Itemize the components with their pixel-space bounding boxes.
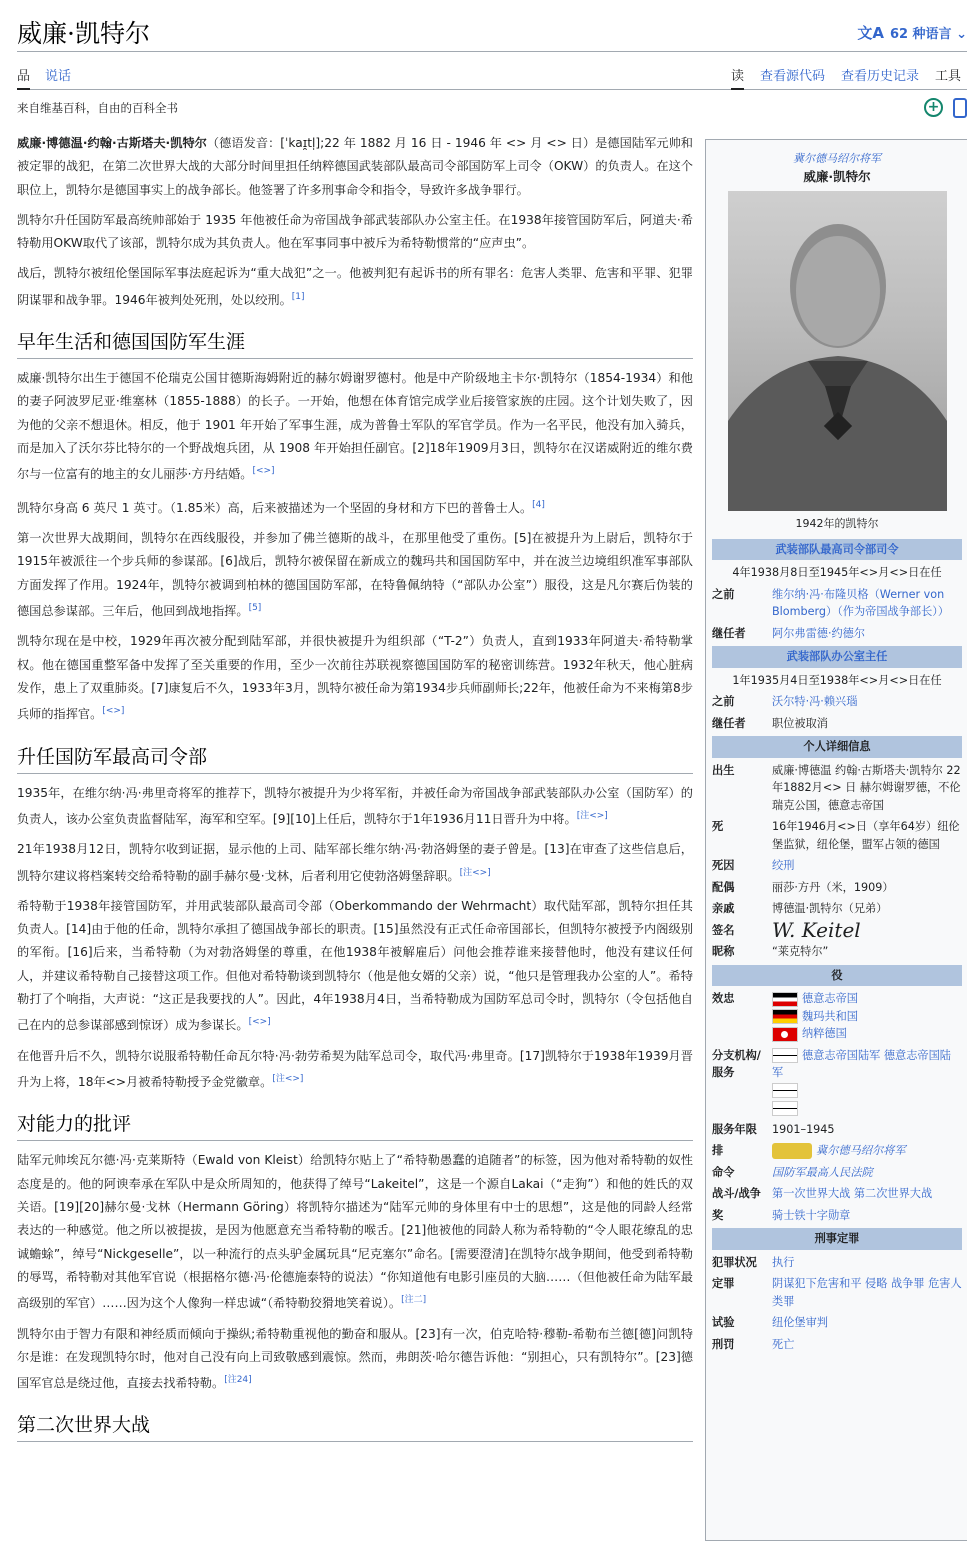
row-label: 战斗/战争 — [712, 1187, 761, 1200]
allegiance-link[interactable]: 德意志帝国 — [802, 992, 858, 1005]
portrait-image — [728, 191, 947, 511]
paragraph — [17, 838, 693, 888]
flag-icon — [772, 1048, 798, 1063]
penalty-row — [706, 1334, 967, 1356]
branch-link[interactable]: 德意志帝国陆军 德意志帝国陆军 — [772, 1048, 951, 1079]
born-row — [706, 760, 967, 817]
paragraph-text: 第一次世界大战期间，凯特尔在西线服役，并参加了佛兰德斯的战斗，在那里他受了重伤。[5]在被提升为上尉后，凯特尔于1915年被派往一个步兵师的参谋部。[6]战后，凯特尔被保留在新成立的魏玛共和国国防军中，并在波兰边境组织准军事部队方面发挥了作用。1924年，凯特尔被调到柏林的德国国防军部，在特鲁佩纳特（“部队办公室”）服役，这是凡尔赛后伪装的德国总参谋部。三年后，他回到战地指挥。 — [17, 531, 693, 618]
office-header-2[interactable]: 武装部队办公室主任 — [712, 646, 962, 668]
footnote-ref[interactable]: [注24] — [224, 1375, 252, 1386]
criminal-header: 刑事定罪 — [712, 1228, 962, 1250]
died-value: 16年1946月<>日（享年64岁）纽伦堡监狱，纽伦堡，盟军占领的德国 — [772, 820, 960, 851]
section-heading-early-life: 早年生活和德国国防军生涯 — [17, 328, 693, 359]
paragraph-text: 1935年，在维尔纳·冯·弗里奇将军的推荐下，凯特尔被提升为少将军衔，并被任命为帝国战争部武装部队办公室（国防军）的负责人，该办公室负责监督陆军，海军和空军。[9][10]上任后，凯特尔于1年1936月11日晋升为中将。 — [17, 785, 693, 826]
article-body — [17, 132, 693, 1450]
battles-row — [706, 1183, 967, 1205]
footnote-ref[interactable]: [1] — [291, 291, 305, 302]
row-label: 亲戚 — [712, 902, 735, 915]
trial-link[interactable]: 纽伦堡审判 — [772, 1316, 828, 1329]
site-sub: 来自维基百科，自由的百科全书 — [17, 101, 178, 115]
flag-icon — [772, 1083, 798, 1098]
office-term-2: 1年1935月4日至1938年<>月<>日在任 — [732, 673, 942, 687]
trial-row — [706, 1312, 967, 1334]
lead-text: 战后，凯特尔被纽伦堡国际军事法庭起诉为“重大战犯”之一。他被判犯有起诉书的所有罪名：危害人类罪、危害和平罪、犯罪阴谋罪和战争罪。1946年被判处死刑，处以绞刑。 — [17, 266, 693, 307]
row-label: 之前 — [712, 695, 735, 708]
row-label: 死 — [712, 820, 724, 833]
row-label: 昵称 — [712, 945, 735, 958]
spouse-row — [706, 877, 967, 899]
successor-row-2 — [706, 713, 967, 735]
row-label: 签名 — [712, 923, 735, 937]
page-title: 威廉·凯特尔 — [17, 19, 150, 48]
lead-text: （德语发音：[ˈkaɪ̯tl̩];22 年 1882 月 16 日 - 1946 年 <> 月 <> 日）是德国陆军元帅和被定罪的战犯，在第二次世界大战的大部分时间里担任纳粹德国武装部队最高司令部国防军上司令（OKW）的负责人。在这个职位上，凯特尔是德国事实上的战争部长。他签署了许多刑事命令和指令，导致许多战争罪行。 — [17, 136, 693, 197]
tab-view-history[interactable]: 查看历史记录 — [841, 69, 920, 84]
signature-image[interactable]: W. Keitel — [772, 917, 861, 942]
paragraph-text: 威廉·凯特尔出生于德国不伦瑞克公国甘德斯海姆附近的赫尔姆谢罗德村。他是中产阶级地主卡尔·凯特尔（1854-1934）和他的妻子阿波罗尼亚·维塞林（1855-1888）的长子。一开始，他想在体育馆完成学业后接管家族的庄园。这个计划失败了，因为他的父亲不想退休。相反，他于 1901 年开始了军事生涯，成为普鲁士军队的军官学员。作为一名平民，他没有加入骑兵，而是加入了沃尔芬比特尔的一个野战炮兵团，从 1908 年开始担任副官。[2]18年1909月3日，凯特尔在汉诺威附近的维尔费尔与一位富有的地主的女儿丽莎·方丹结婚。 — [17, 371, 693, 482]
command-link[interactable]: 国防军最高人民法院 — [772, 1165, 873, 1179]
footnote-ref[interactable]: [注二] — [401, 1295, 427, 1306]
office-term-1: 4年1938月8日至1945年<>月<>日在任 — [732, 566, 942, 579]
row-label: 之前 — [712, 587, 735, 601]
row-label: 刑罚 — [712, 1337, 735, 1351]
row-label: 试验 — [712, 1316, 735, 1329]
tab-read[interactable]: 读 — [731, 65, 744, 90]
tab-talk[interactable]: 说话 — [45, 69, 72, 84]
row-label: 出生 — [712, 763, 735, 777]
spouse-value: 丽莎·方丹（米，1909） — [772, 880, 894, 894]
paragraph — [17, 1323, 693, 1396]
relatives-row — [706, 898, 967, 920]
signature-row — [706, 917, 967, 942]
infobox-subtitle[interactable]: 冀尔德马绍尔将军 — [793, 152, 881, 165]
photo-caption: 1942年的凯特尔 — [795, 517, 879, 530]
paragraph-text: 陆军元帅埃瓦尔德·冯·克莱斯特（Ewald von Kleist）给凯特尔贴上了“希特勒愚蠢的追随者”的标签，因为他对希特勒的奴性态度是的。他的阿谀奉承在军队中是众所周知的，他获得了绰号“Lakeitel”，这是一个源自Lakai（“走狗”）和他的姓氏的双关语。[19][20]赫尔曼·戈林（Hermann Göring）将凯特尔描述为“陆军元帅的身体里有中士的思想”，这是他的同龄人经常表达的一种感觉。他之所以被提拔，是因为他愿意充当希特勒的喉舌。[21]他被他的同龄人称为希特勒的“令人眼花缭乱的忠诚蟾蜍”，绰号“Nickgeselle”，以一种流行的点头驴金属玩具“尼克塞尔”命名。[需要澄清]在凯特尔战争期间，他受到希特勒的辱骂，希特勒对其他军官说（根据格尔德·冯·伦德施泰特的说法）“你知道他有电影引座员的大脑……（但他被任命为陆军最高级别的军官）……因为这个人像狗一样忠诚“（希特勒狡猾地笑着说）。 — [17, 1153, 693, 1311]
page-tabs — [17, 63, 967, 90]
years-row — [706, 1119, 967, 1141]
section-heading-rise: 升任国防军最高司令部 — [17, 743, 693, 774]
flag-icon — [772, 992, 798, 1007]
predecessor-link[interactable]: 维尔纳·冯·布隆贝格（Werner von Blomberg）（作为帝国战争部长）） — [772, 587, 950, 618]
paragraph — [17, 895, 693, 1038]
tab-tools[interactable]: 工具 — [935, 69, 962, 84]
successor-row-1 — [706, 623, 967, 645]
row-label: 服务年限 — [712, 1122, 757, 1136]
infobox-name: 威廉·凯特尔 — [803, 168, 871, 184]
flag-icon — [772, 1027, 798, 1042]
office-header-1[interactable]: 武装部队最高司令部司令 — [712, 539, 962, 561]
awards-link[interactable]: 骑士铁十字勋章 — [772, 1208, 851, 1222]
paragraph — [17, 782, 693, 832]
battles-link[interactable]: 第一次世界大战 第二次世界大战 — [772, 1187, 933, 1200]
rank-row — [706, 1140, 967, 1162]
allegiance-list — [772, 990, 962, 1043]
paragraph — [17, 494, 693, 520]
title-divider — [17, 51, 967, 52]
footnote-ref[interactable]: [<>] — [252, 466, 275, 477]
row-label: 配偶 — [712, 880, 735, 894]
cause-link[interactable]: 绞刑 — [772, 859, 795, 872]
paragraph — [17, 367, 693, 487]
paragraph — [17, 527, 693, 623]
command-row — [706, 1162, 967, 1184]
row-label: 效忠 — [712, 992, 735, 1005]
paragraph-text: 凯特尔由于智力有限和神经质而倾向于操纵;希特勒重视他的勤奋和服从。[23]有一次，伯克哈特·穆勒-希勒布兰德[德]问凯特尔是谁：在发现凯特尔时，他对自己没有向上司致敬感到震惊。然而，弗朗茨·哈尔德告诉他：“别担心，只有凯特尔”。[23]德国军官总是绕过他，直接去找希特勒。 — [17, 1326, 693, 1391]
status-link[interactable]: 执行 — [772, 1255, 795, 1269]
section-heading-ww2: 第二次世界大战 — [17, 1411, 693, 1442]
branch-row — [706, 1045, 967, 1119]
predecessor-row-1 — [706, 584, 967, 623]
nickname-row — [706, 941, 967, 963]
successor-value: 职位被取消 — [772, 716, 828, 730]
paragraph-text: 希特勒于1938年接管国防军，并用武装部队最高司令部（Oberkommando der Wehrmacht）取代陆军部，凯特尔担任其负责人。[14]由于他的任命，凯特尔承担了德国战争部长的职责。[15]虽然没有正式任命帝国部长，但凯特尔被授予内阁级别的军衔。[16]后来，当希特勒（为对勃洛姆堡的尊重，在他1938年被解雇后）问他会推荐谁来接替他时，他没有建议任何人，并建议希特勒自己接替这项工作。但他对希特勒谈到凯特尔（他是他女婿的父亲）说，“他只是管理我办公室的人”。希特勒打了个响指，大声说：“这正是我要找的人”。因此，4年1938月4日，当希特勒成为国防军总司令时，凯特尔（令包括他自己在内的总参谋部感到惊讶）成为参谋长。 — [17, 898, 693, 1033]
flag-icon — [772, 1009, 798, 1024]
years-value: 1901–1945 — [772, 1122, 835, 1136]
paragraph — [17, 1045, 693, 1095]
allegiance-link[interactable]: 纳粹德国 — [802, 1027, 847, 1040]
nickname-value: “莱克特尔” — [772, 945, 829, 958]
rank-link[interactable]: 冀尔德马绍尔将军 — [816, 1144, 906, 1157]
row-label: 继任者 — [712, 626, 746, 640]
personal-header: 个人详细信息 — [712, 736, 962, 758]
lead-paragraph-1 — [17, 132, 693, 202]
row-label: 定罪 — [712, 1277, 735, 1290]
paragraph-text: 在他晋升后不久，凯特尔说服希特勒任命瓦尔特·冯·勃劳希契为陆军总司令，取代冯·弗里奇。[17]凯特尔于1938年1939月晋升为上将，18年<>月被希特勒授予金党徽章。 — [17, 1048, 693, 1090]
section-heading-critique: 对能力的批评 — [17, 1110, 693, 1141]
status-row — [706, 1252, 967, 1274]
footnote-ref[interactable]: [<>] — [102, 706, 125, 717]
footnote-ref[interactable]: [注<>] — [459, 867, 491, 878]
penalty-link[interactable]: 死亡 — [772, 1337, 795, 1351]
flag-icon — [772, 1101, 798, 1116]
service-header: 役 — [712, 965, 962, 987]
branch-list — [772, 1047, 962, 1117]
language-count: 62 种语言 — [889, 27, 952, 42]
paragraph-text: 凯特尔身高 6 英尺 1 英寸。（1.85米）高，后来被描述为一个坚固的身材和方下巴的普鲁士人。 — [17, 500, 533, 515]
cause-row — [706, 855, 967, 877]
paragraph-text: 凯特尔现在是中校，1929年再次被分配到陆军部，并很快被提升为组织部（“T-2”）负责人，直到1933年阿道夫·希特勒掌权。他在德国重整军备中发挥了至关重要的作用，至少一次前往苏联视察德国国防军的秘密训练营。1932年秋天，他心脏病发作，患上了双重肺炎。[7]康复后不久，1933年3月，凯特尔被任命为第1934步兵师副师长;22年，他被任命为不来梅第8步兵师的指挥官。 — [17, 634, 693, 722]
relatives-value: 博德温·凯特尔（兄弟） — [772, 902, 888, 915]
row-label: 犯罪状况 — [712, 1255, 757, 1269]
awards-row — [706, 1205, 967, 1227]
infobox — [705, 139, 967, 1541]
tab-article[interactable]: 品 — [17, 65, 30, 90]
allegiance-link[interactable]: 魏玛共和国 — [802, 1009, 858, 1023]
row-label: 死因 — [712, 859, 735, 872]
paragraph — [17, 630, 693, 726]
conviction-row — [706, 1273, 967, 1312]
footnote-ref[interactable]: [4] — [532, 499, 545, 510]
row-label: 命令 — [712, 1165, 735, 1179]
row-label: 继任者 — [712, 716, 746, 730]
language-button[interactable] — [857, 22, 967, 43]
subject-name: 威廉·博德温·约翰·古斯塔夫·凯特尔 — [17, 136, 207, 150]
tab-view-source[interactable]: 查看源代码 — [760, 69, 826, 84]
row-label: 排 — [712, 1144, 724, 1157]
paragraph — [17, 1149, 693, 1315]
translate-icon: 文A — [857, 24, 884, 42]
lead-paragraph-3 — [17, 262, 693, 312]
lock-icon[interactable] — [953, 98, 967, 118]
predecessor-link[interactable]: 沃尔特·冯·赖兴瑙 — [772, 695, 858, 708]
row-label: 奖 — [712, 1208, 724, 1222]
paragraph-text: 21年1938月12日，凯特尔收到证据，显示他的上司、陆军部长维尔纳·冯·勃洛姆堡的妻子曾是。[13]在审查了这些信息后，凯特尔建议将档案转交给希特勒的副手赫尔曼·戈林，后者利用它使勃洛姆堡辞职。 — [17, 842, 693, 883]
footnote-ref[interactable]: [<>] — [248, 1017, 271, 1028]
rank-insignia-icon — [772, 1143, 812, 1159]
successor-link[interactable]: 阿尔弗雷德·约德尔 — [772, 626, 866, 640]
footnote-ref[interactable]: [注<>] — [576, 810, 608, 821]
add-icon[interactable]: + — [924, 98, 943, 117]
portrait-photo[interactable] — [728, 191, 947, 511]
conviction-link[interactable]: 阴谋犯下危害和平 侵略 战争罪 危害人类罪 — [772, 1277, 962, 1308]
chevron-down-icon: ⌄ — [956, 27, 967, 42]
footnote-ref[interactable]: [注<>] — [272, 1074, 304, 1084]
predecessor-row-2 — [706, 691, 967, 713]
lead-paragraph-2: 凯特尔升任国防军最高统帅部始于 1935 年他被任命为帝国战争部武装部队办公室主任。在1938年接管国防军后，阿道夫·希特勒用OKW取代了该部，凯特尔成为其负责人。他在军事同事中被斥为希特勒惯常的“应声虫”。 — [17, 212, 693, 251]
born-value: 威廉·博德温 约翰·古斯塔夫·凯特尔 22年1882月<> 日 赫尔姆谢罗德，不伦瑞克公国，德意志帝国 — [772, 763, 961, 812]
footnote-ref[interactable]: [5] — [248, 602, 262, 613]
row-label: 分支机构/服务 — [712, 1048, 761, 1079]
died-row — [706, 816, 967, 855]
allegiance-row — [706, 988, 967, 1045]
